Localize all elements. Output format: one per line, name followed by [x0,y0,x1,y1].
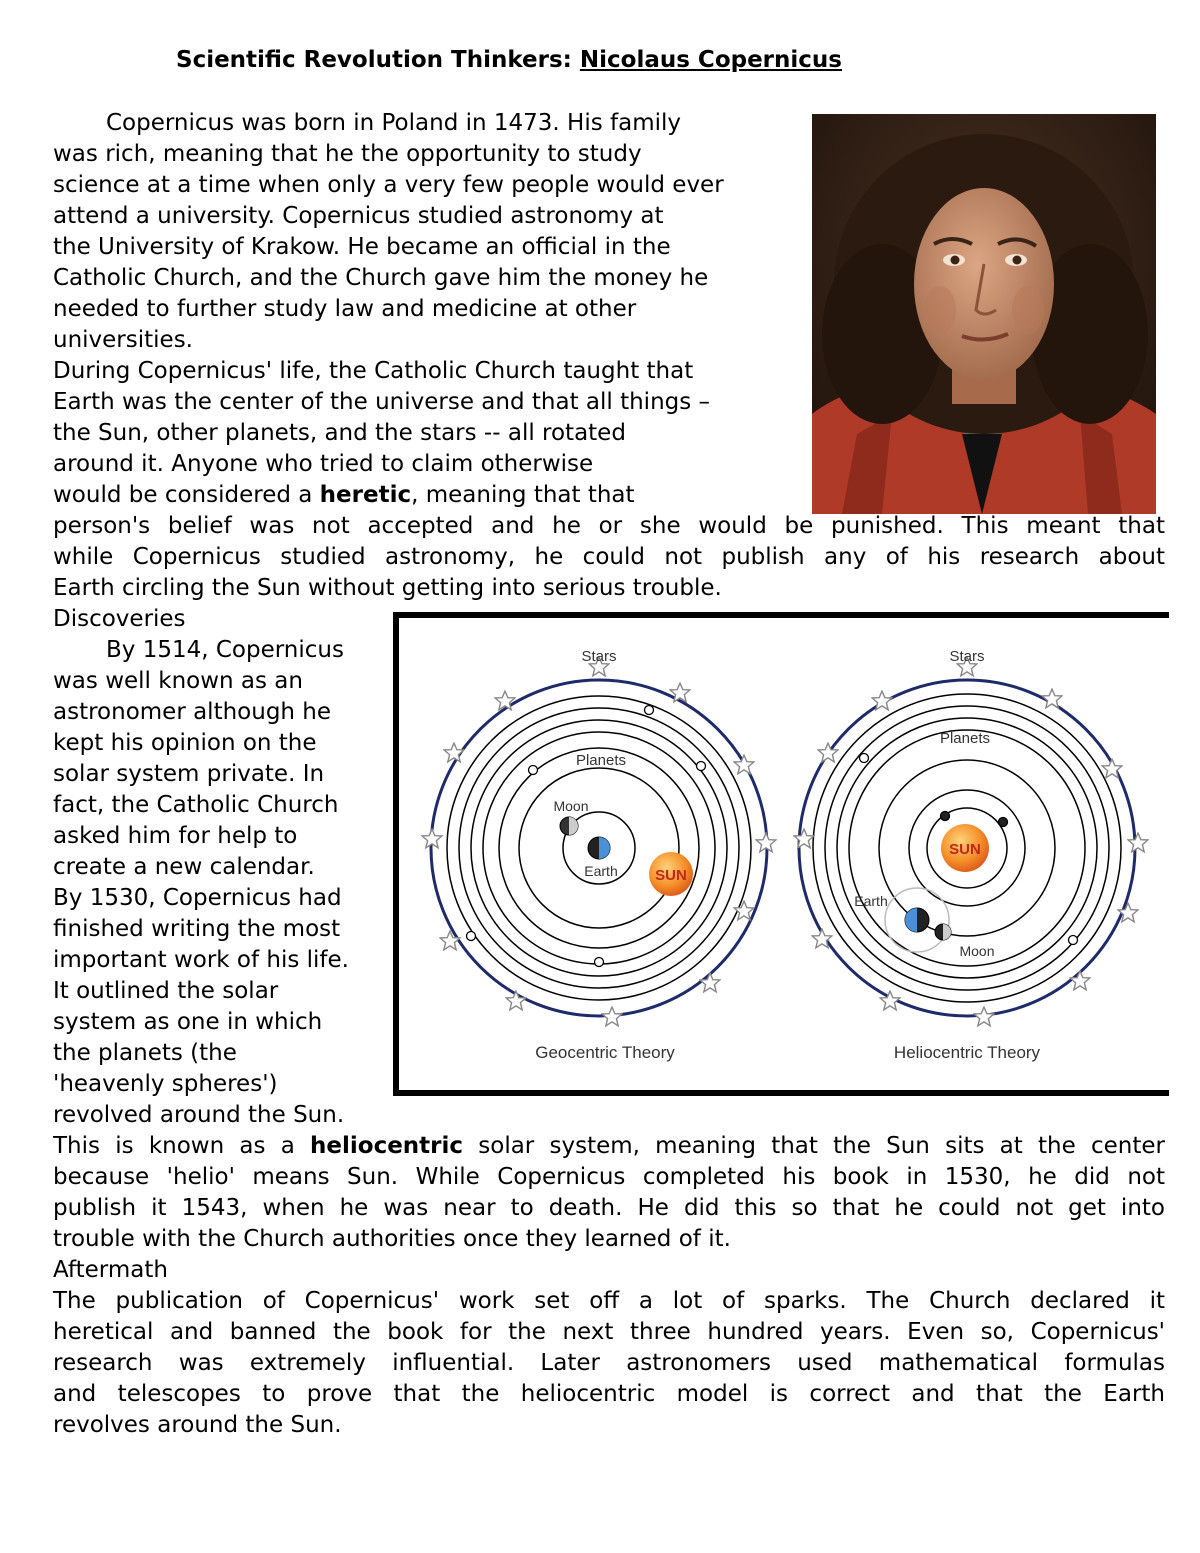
helio-earth-label: Earth [854,893,888,909]
portrait-image [812,114,1156,514]
intro-line: needed to further study law and medicine at other [53,296,637,322]
discoveries-line: the planets (the [53,1040,237,1066]
discoveries-line: revolved around the Sun. [53,1102,345,1128]
heliocentric-line: This is known as a heliocentric solar system, meaning that the Sun sits at the center [53,1133,1165,1159]
geo-sun-label: SUN [655,867,687,884]
discoveries-line: kept his opinion on the [53,730,317,756]
helio-caption: Heliocentric Theory [893,1043,1041,1062]
star-icon [444,743,464,762]
intro-line: Copernicus was born in Poland in 1473. His family [106,110,681,136]
discoveries-line: finished writing the most [53,916,341,942]
body-line: because 'helio' means Sun. While Copernicus completed his book in 1530, he did not [53,1164,1165,1190]
diagram-svg [399,618,1169,1090]
discoveries-line: By 1530, Copernicus had [53,885,342,911]
intro-line: was rich, meaning that he the opportunity to study [53,141,642,167]
star-icon [700,973,720,992]
helio-sun-label: SUN [949,841,981,858]
aftermath-line: The publication of Copernicus' work set off a lot of sparks. The Church declared it [53,1288,1165,1314]
star-icon [1118,903,1138,922]
star-icon [1042,689,1062,708]
intro-line: Earth was the center of the universe and that all things – [53,389,711,415]
helio-planets-label: Planets [939,730,991,747]
discoveries-line: By 1514, Copernicus [106,637,344,663]
intro-line: the University of Krakow. He became an official in the [53,234,671,260]
body-line: person's belief was not accepted and he or she would be punished. This meant that [53,513,1165,539]
geo-moon-label: Moon [553,798,589,814]
geo-earth-label: Earth [584,863,618,879]
discoveries-line: asked him for help to [53,823,298,849]
copernicus-portrait [812,114,1156,514]
term-heretic: heretic [319,482,412,508]
body-line: while Copernicus studied astronomy, he could not publish any of his research about [53,544,1165,570]
discoveries-line: important work of his life. [53,947,349,973]
star-icon [974,1007,994,1026]
discoveries-line: system as one in which [53,1009,323,1035]
discoveries-line: It outlined the solar [53,978,279,1004]
intro-line: the Sun, other planets, and the stars -- all rotated [53,420,626,446]
star-icon [506,991,526,1010]
star-icon [1128,833,1148,852]
title-prefix: Scientific Revolution Thinkers: [176,47,580,73]
body-line: Earth circling the Sun without getting into serious trouble. [53,575,722,601]
intro-line: Catholic Church, and the Church gave him the money he [53,265,709,291]
star-icon [734,755,754,774]
star-icon [602,1007,622,1026]
intro-line: science at a time when only a very few people would ever [53,172,724,198]
helio-moon-label: Moon [959,943,995,959]
term-heliocentric: heliocentric [310,1133,464,1159]
intro-line: attend a university. Copernicus studied astronomy at [53,203,664,229]
aftermath-line: revolves around the Sun. [53,1412,342,1438]
star-icon [440,931,460,950]
star-icon [670,683,690,702]
geo-helio-diagram [393,612,1169,1096]
geo-caption: Geocentric Theory [535,1043,675,1062]
intro-line: During Copernicus' life, the Catholic Church taught that [53,358,694,384]
star-icon [1070,971,1090,990]
page-title [176,44,842,76]
discoveries-line: 'heavenly spheres') [53,1071,278,1097]
section-heading-discoveries: Discoveries [53,606,186,632]
discoveries-line: solar system private. In [53,761,325,787]
aftermath-line: and telescopes to prove that the heliocentric model is correct and that the Earth [53,1381,1165,1407]
body-line: publish it 1543, when he was near to death. He did this so that he could not get into [53,1195,1165,1221]
heliocentric-model [794,648,1148,1062]
title-name: Nicolaus Copernicus [579,47,842,73]
geocentric-model [422,648,776,1062]
star-icon [794,829,814,848]
intro-line: around it. Anyone who tried to claim otherwise [53,451,594,477]
discoveries-line: create a new calendar. [53,854,315,880]
heretic-line: would be considered a heretic, meaning that that [53,482,635,508]
geo-stars-label: Stars [581,648,617,665]
helio-stars-label: Stars [949,648,985,665]
body-line: trouble with the Church authorities once they learned of it. [53,1226,731,1252]
discoveries-line: was well known as an [53,668,303,694]
aftermath-line: research was extremely influential. Later astronomers used mathematical formulas [53,1350,1165,1376]
section-heading-aftermath: Aftermath [53,1257,168,1283]
discoveries-line: fact, the Catholic Church [53,792,339,818]
geo-planets-label: Planets [575,752,627,769]
discoveries-line: astronomer although he [53,699,332,725]
intro-line: universities. [53,327,193,353]
aftermath-line: heretical and banned the book for the next three hundred years. Even so, Copernicus' [53,1319,1165,1345]
